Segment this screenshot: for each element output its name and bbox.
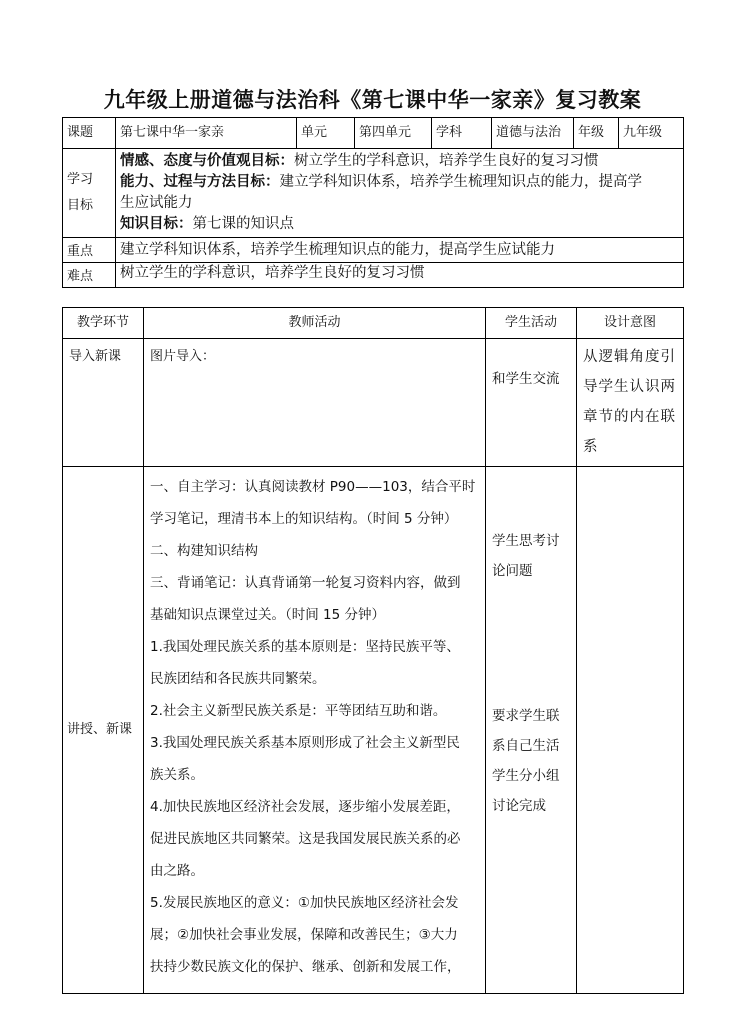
student-line: 讨论完成 xyxy=(492,798,546,814)
grade-label: 年级 xyxy=(574,118,619,149)
design-line: 导学生认识两 xyxy=(583,379,676,395)
teacher-activity-line: 扶持少数民族文化的保护、继承、创新和发展工作， xyxy=(150,959,461,975)
intro-teacher: 图片导入： xyxy=(144,339,486,467)
ability-goal-label: 能力、过程与方法目标： xyxy=(120,174,280,190)
teacher-activity-line: 1.我国处理民族关系的基本原则是：坚持民族平等、 xyxy=(150,639,460,655)
design-line: 系 xyxy=(583,439,599,455)
subject-label: 学科 xyxy=(432,118,492,149)
teacher-activity-line: 学习笔记，理清书本上的知识结构。（时间 5 分钟） xyxy=(150,511,458,527)
teacher-activity-line: 族关系。 xyxy=(150,767,204,783)
lecture-row xyxy=(63,467,684,994)
ability-goal xyxy=(120,172,679,193)
goals-content xyxy=(116,149,684,238)
difficulty-text: 树立学生的学科意识，培养学生良好的复习习惯 xyxy=(116,263,684,288)
course-info-row xyxy=(63,118,684,149)
teacher-activity-line: 促进民族地区共同繁荣。这是我国发展民族关系的必 xyxy=(150,831,461,847)
emotion-goal-label: 情感、态度与价值观目标： xyxy=(120,153,294,169)
goals-label-line1: 学习 xyxy=(67,172,94,187)
design-line: 从逻辑角度引 xyxy=(583,349,676,365)
teacher-activity-line: 二、构建知识结构 xyxy=(150,543,258,559)
intro-stage: 导入新课 xyxy=(63,339,144,467)
grade-value: 九年级 xyxy=(619,118,684,149)
intro-student: 和学生交流 xyxy=(486,339,577,467)
teacher-activity-line: 一、自主学习：认真阅读教材 P90——103，结合平时 xyxy=(150,479,476,495)
student-line: 系自己生活 xyxy=(492,738,560,754)
student-header: 学生活动 xyxy=(486,308,577,339)
teacher-activity-line: 三、背诵笔记：认真背诵第一轮复习资料内容，做到 xyxy=(150,575,461,591)
knowledge-goal-label: 知识目标： xyxy=(120,216,193,232)
teacher-activity-line: 2.社会主义新型民族关系是：平等团结互助和谐。 xyxy=(150,703,447,719)
knowledge-goal xyxy=(120,214,679,235)
teacher-activity-line: 3.我国处理民族关系基本原则形成了社会主义新型民 xyxy=(150,735,460,751)
header-table xyxy=(62,117,684,288)
activity-table xyxy=(62,307,684,994)
difficulty-label: 难点 xyxy=(63,263,116,288)
design-line: 章节的内在联 xyxy=(583,409,676,425)
teacher-lines xyxy=(150,471,479,983)
teacher-header: 教师活动 xyxy=(144,308,486,339)
emotion-goal xyxy=(120,151,679,172)
knowledge-goal-text: 第七课的知识点 xyxy=(192,216,294,232)
teacher-activity-line: 民族团结和各民族共同繁荣。 xyxy=(150,671,326,687)
design-header: 设计意图 xyxy=(577,308,684,339)
goals-row xyxy=(63,149,684,238)
teacher-activity-line: 4.加快民族地区经济社会发展，逐步缩小发展差距， xyxy=(150,799,460,815)
lecture-stage: 讲授、新课 xyxy=(63,467,144,994)
goals-label xyxy=(63,149,116,238)
document-title: 九年级上册道德与法治科《第七课中华一家亲》复习教案 xyxy=(103,88,642,112)
intro-design xyxy=(577,339,684,467)
teacher-activity-line: 基础知识点课堂过关。（时间 15 分钟） xyxy=(150,607,386,623)
lecture-student xyxy=(486,467,577,994)
key-point-text: 建立学科知识体系，培养学生梳理知识点的能力，提高学生应试能力 xyxy=(116,238,684,263)
goals-label-line2: 目标 xyxy=(67,198,94,213)
intro-row xyxy=(63,339,684,467)
ability-goal-text: 建立学科知识体系，培养学生梳理知识点的能力，提高学 xyxy=(279,174,642,190)
course-value: 第七课中华一家亲 xyxy=(116,118,297,149)
student-line: 要求学生联 xyxy=(492,708,560,724)
course-label: 课题 xyxy=(63,118,116,149)
unit-value: 第四单元 xyxy=(355,118,432,149)
lecture-teacher xyxy=(144,467,486,994)
student-line: 学生思考讨 xyxy=(492,533,560,549)
teacher-activity-line: 由之路。 xyxy=(150,863,204,879)
subject-value: 道德与法治 xyxy=(492,118,574,149)
student-line: 学生分小组 xyxy=(492,768,560,784)
unit-label: 单元 xyxy=(297,118,355,149)
student-line: 论问题 xyxy=(492,563,533,579)
activity-header-row xyxy=(63,308,684,339)
lecture-design xyxy=(577,467,684,994)
key-point-row xyxy=(63,238,684,263)
ability-goal-text-cont: 生应试能力 xyxy=(120,195,193,211)
teacher-activity-line: 展；②加快社会事业发展，保障和改善民生；③大力 xyxy=(150,927,458,943)
difficulty-row xyxy=(63,263,684,288)
teacher-activity-line: 5.发展民族地区的意义：①加快民族地区经济社会发 xyxy=(150,895,459,911)
key-point-label: 重点 xyxy=(63,238,116,263)
emotion-goal-text: 树立学生的学科意识，培养学生良好的复习习惯 xyxy=(294,153,599,169)
stage-header: 教学环节 xyxy=(63,308,144,339)
